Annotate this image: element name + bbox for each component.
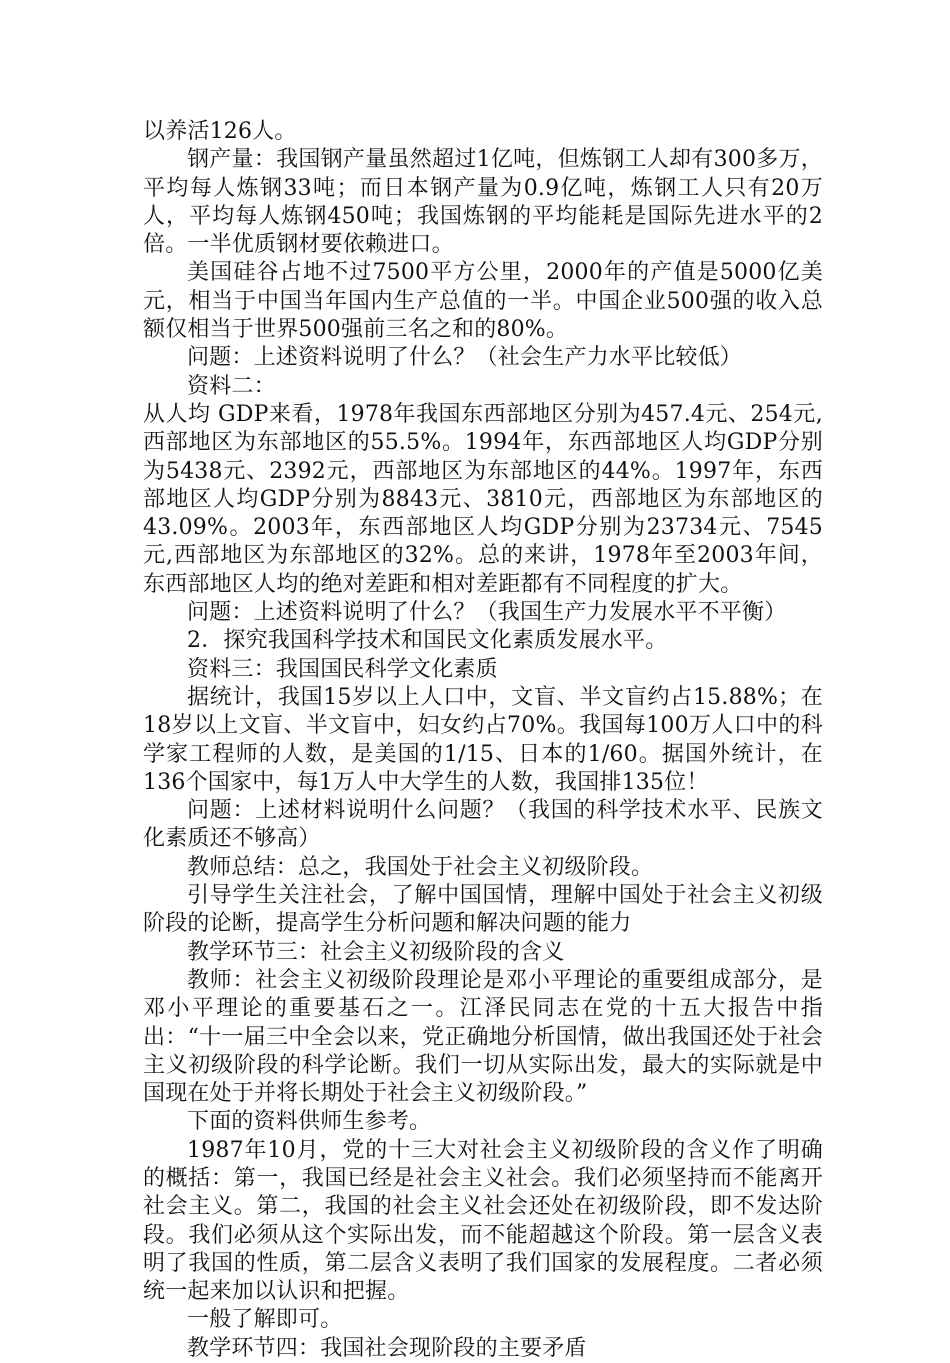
paragraph-question-1: 问题：上述资料说明了什么？（社会生产力水平比较低）	[187, 345, 743, 371]
paragraph-literacy-stats: 据统计，我国15岁以上人口中，文盲、半文盲约占15.88%；在18岁以上文盲、半文盲中，妇女约占70%。我国每100万人口中的科学家工程师的人数，是美国的1/15、日本的1/60。据国外统计，在136个国家中，每1万人中大学生的人数，我国排135位！	[143, 684, 823, 795]
paragraph-question-2: 问题：上述资料说明了什么？（我国生产力发展水平不平衡）	[187, 600, 787, 626]
document-body	[143, 118, 823, 1363]
paragraph-material-3-heading: 资料三：我国国民科学文化素质	[187, 656, 498, 682]
paragraph-steel-output: 钢产量：我国钢产量虽然超过1亿吨，但炼钢工人却有300多万，平均每人炼钢33吨；而日本钢产量为0.9亿吨，炼钢工人只有20万人，平均每人炼钢450吨；我国炼钢的平均能耗是国际先进水平的2倍。一半优质钢材要依赖进口。	[143, 147, 823, 258]
paragraph-1987-congress: 1987年10月，党的十三大对社会主义初级阶段的含义作了明确的概括：第一，我国已经是社会主义社会。我们必须坚持而不能离开社会主义。第二，我国的社会主义社会还处在初级阶段，即不发达阶段。我们必须从这个实际出发，而不能超越这个阶段。第一层含义表明了我国的性质，第二层含义表明了我们国家的发展程度。二者必须统一起来加以认识和把握。	[143, 1137, 823, 1305]
paragraph-guidance: 引导学生关注社会，了解中国国情，理解中国处于社会主义初级阶段的论断，提高学生分析问题和解决问题的能力	[143, 883, 823, 937]
paragraph-teaching-step-3: 教学环节三：社会主义初级阶段的含义	[187, 939, 565, 965]
paragraph-1: 以养活126人。	[143, 119, 297, 144]
paragraph-material-2-heading: 资料二：	[187, 373, 276, 399]
paragraph-gdp-regions: 从人均 GDP来看，1978年我国东西部地区分别为457.4元、254元,西部地区为东部地区的55.5%。1994年，东西部地区人均GDP分别为5438元、2392元，西部地区为东部地区的44%。1997年，东西部地区人均GDP分别为8843元、3810元，西部地区为东部地区的43.09%。2003年，东西部地区人均GDP分别为23734元、7545元,西部地区为东部地区的32%。总的来讲，1978年至2003年间，东西部地区人均的绝对差距和相对差距都有不同程度的扩大。	[143, 401, 823, 597]
paragraph-general-note: 一般了解即可。	[187, 1307, 343, 1333]
paragraph-teaching-step-4: 教学环节四：我国社会现阶段的主要矛盾	[187, 1335, 587, 1361]
paragraph-question-3: 问题：上述材料说明什么问题？（我国的科学技术水平、民族文化素质还不够高）	[143, 798, 823, 852]
paragraph-reference-note: 下面的资料供师生参考。	[187, 1109, 432, 1135]
paragraph-section-2: 2．探究我国科学技术和国民文化素质发展水平。	[187, 628, 668, 654]
paragraph-teacher-summary: 教师总结：总之，我国处于社会主义初级阶段。	[187, 854, 654, 880]
paragraph-teacher-explanation: 教师：社会主义初级阶段理论是邓小平理论的重要组成部分，是邓小平理论的重要基石之一。江泽民同志在党的十五大报告中指出：“十一届三中全会以来，党正确地分析国情，做出我国还处于社会主义初级阶段的科学论断。我们一切从实际出发，最大的实际就是中国现在处于并将长期处于社会主义初级阶段。”	[143, 967, 823, 1107]
paragraph-silicon-valley: 美国硅谷占地不过7500平方公里，2000年的产值是5000亿美元，相当于中国当年国内生产总值的一半。中国企业500强的收入总额仅相当于世界500强前三名之和的80%。	[143, 260, 823, 343]
